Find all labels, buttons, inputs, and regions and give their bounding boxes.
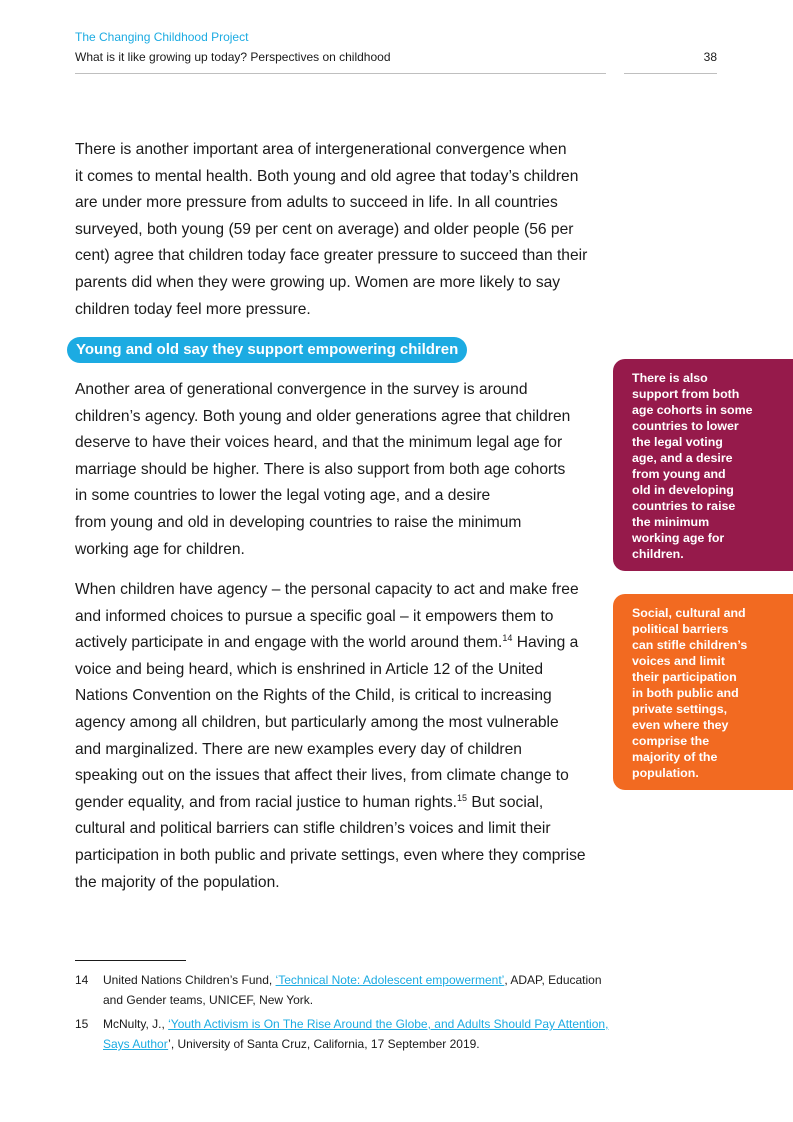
callout-line: support from both <box>632 387 740 401</box>
text-line-continuation: But social, <box>466 793 544 811</box>
callout-line: even where they <box>632 718 729 732</box>
callout-line: countries to raise <box>632 499 736 513</box>
text-line: cultural and political barriers can stifle children’s voices and limit their <box>75 820 551 838</box>
callout-line: comprise the <box>632 734 710 748</box>
text-line: actively participate in and engage with the world around them. <box>75 634 503 652</box>
section-heading: Young and old say they support empowering children <box>67 337 467 363</box>
callout-line: their participation <box>632 670 737 684</box>
text-line: working age for children. <box>75 540 245 558</box>
paragraph-empowerment <box>75 577 615 896</box>
footnote-link-youth-activism-cont[interactable]: Says Author <box>103 1037 169 1051</box>
text-line: speaking out on the issues that affect their lives, from climate change to <box>75 767 569 785</box>
footnote-text: and Gender teams, UNICEF, New York. <box>103 993 314 1007</box>
footnote-text: McNulty, J., <box>103 1017 169 1031</box>
text-line: marriage should be higher. There is also support from both age cohorts <box>75 460 566 478</box>
text-line: children’s agency. Both young and older generations agree that children <box>75 407 571 425</box>
footnote-divider <box>75 960 186 961</box>
text-line: deserve to have their voices heard, and that the minimum legal age for <box>75 434 563 452</box>
text-line: it comes to mental health. Both young and old agree that today’s children <box>75 167 579 185</box>
footnote-text: United Nations Children’s Fund, <box>103 973 276 987</box>
callout-line: There is also <box>632 371 708 385</box>
callout-voting-age <box>613 359 793 571</box>
text-line: Nations Convention on the Rights of the Child, is critical to increasing <box>75 687 552 705</box>
callout-line: from young and <box>632 467 726 481</box>
text-line: are under more pressure from adults to succeed in life. In all countries <box>75 194 558 212</box>
callout-line: working age for <box>632 531 725 545</box>
footnote-text: , ADAP, Education <box>504 973 602 987</box>
page-number: 38 <box>703 50 717 64</box>
footnote-ref-15[interactable]: 15 <box>456 792 467 803</box>
callout-line: in both public and <box>632 686 739 700</box>
text-line: parents did when they were growing up. Women are more likely to say <box>75 273 561 291</box>
text-line: in some countries to lower the legal voting age, and a desire <box>75 487 491 505</box>
callout-line: age, and a desire <box>632 451 733 465</box>
text-line: cent) agree that children today face greater pressure to succeed than their <box>75 247 588 265</box>
text-line: gender equality, and from racial justice to human rights. <box>75 793 457 811</box>
document-title: What is it like growing up today? Perspectives on childhood <box>75 50 391 64</box>
paragraph-mental-health <box>75 137 615 323</box>
text-line: participation in both public and private settings, even where they comprise <box>75 846 586 864</box>
text-line: surveyed, both young (59 per cent on average) and older people (56 per <box>75 220 574 238</box>
callout-line: old in developing <box>632 483 734 497</box>
footnote-14 <box>75 970 615 1010</box>
text-line: from young and old in developing countries to raise the minimum <box>75 513 522 531</box>
header-divider <box>75 73 606 74</box>
callout-line: children. <box>632 547 684 561</box>
callout-line: voices and limit <box>632 654 725 668</box>
text-line: There is another important area of intergenerational convergence when <box>75 141 567 158</box>
callout-line: private settings, <box>632 702 728 716</box>
callout-line: age cohorts in some <box>632 403 753 417</box>
text-line: agency among all children, but particularly among the most vulnerable <box>75 713 559 731</box>
text-line: children today feel more pressure. <box>75 300 311 318</box>
text-line: and marginalized. There are new examples every day of children <box>75 740 522 758</box>
footnote-link-youth-activism[interactable]: ‘Youth Activism is On The Rise Around the Globe, and Adults Should Pay Attention, <box>168 1017 609 1031</box>
footnote-15 <box>75 1014 615 1054</box>
project-name: The Changing Childhood Project <box>75 30 249 44</box>
footnote-ref-14[interactable]: 14 <box>502 633 513 643</box>
header-divider-side <box>624 73 717 74</box>
callout-line: majority of the <box>632 750 718 764</box>
footnote-link-adolescent-empowerment[interactable]: ‘Technical Note: Adolescent empowerment’ <box>275 973 505 987</box>
footnote-number: 15 <box>75 1017 89 1031</box>
callout-line: Social, cultural and <box>632 606 746 620</box>
text-line: the majority of the population. <box>75 873 280 891</box>
callout-line: can stifle children’s <box>632 638 748 652</box>
callout-line: the legal voting <box>632 435 723 449</box>
text-line: When children have agency – the personal capacity to act and make free <box>75 581 579 598</box>
footnote-text: ’, University of Santa Cruz, California, 17 September 2019. <box>168 1037 480 1051</box>
text-line: and informed choices to pursue a specific goal – it empowers them to <box>75 607 554 625</box>
text-line: Another area of generational convergence in the survey is around <box>75 381 528 398</box>
callout-line: political barriers <box>632 622 729 636</box>
footnote-number: 14 <box>75 973 89 987</box>
callout-line: population. <box>632 766 699 780</box>
callout-barriers <box>613 594 793 790</box>
callout-line: the minimum <box>632 515 710 529</box>
paragraph-agency <box>75 377 615 563</box>
text-line: voice and being heard, which is enshrined in Article 12 of the United <box>75 660 544 678</box>
callout-line: countries to lower <box>632 419 739 433</box>
text-line-continuation: Having a <box>512 634 579 652</box>
